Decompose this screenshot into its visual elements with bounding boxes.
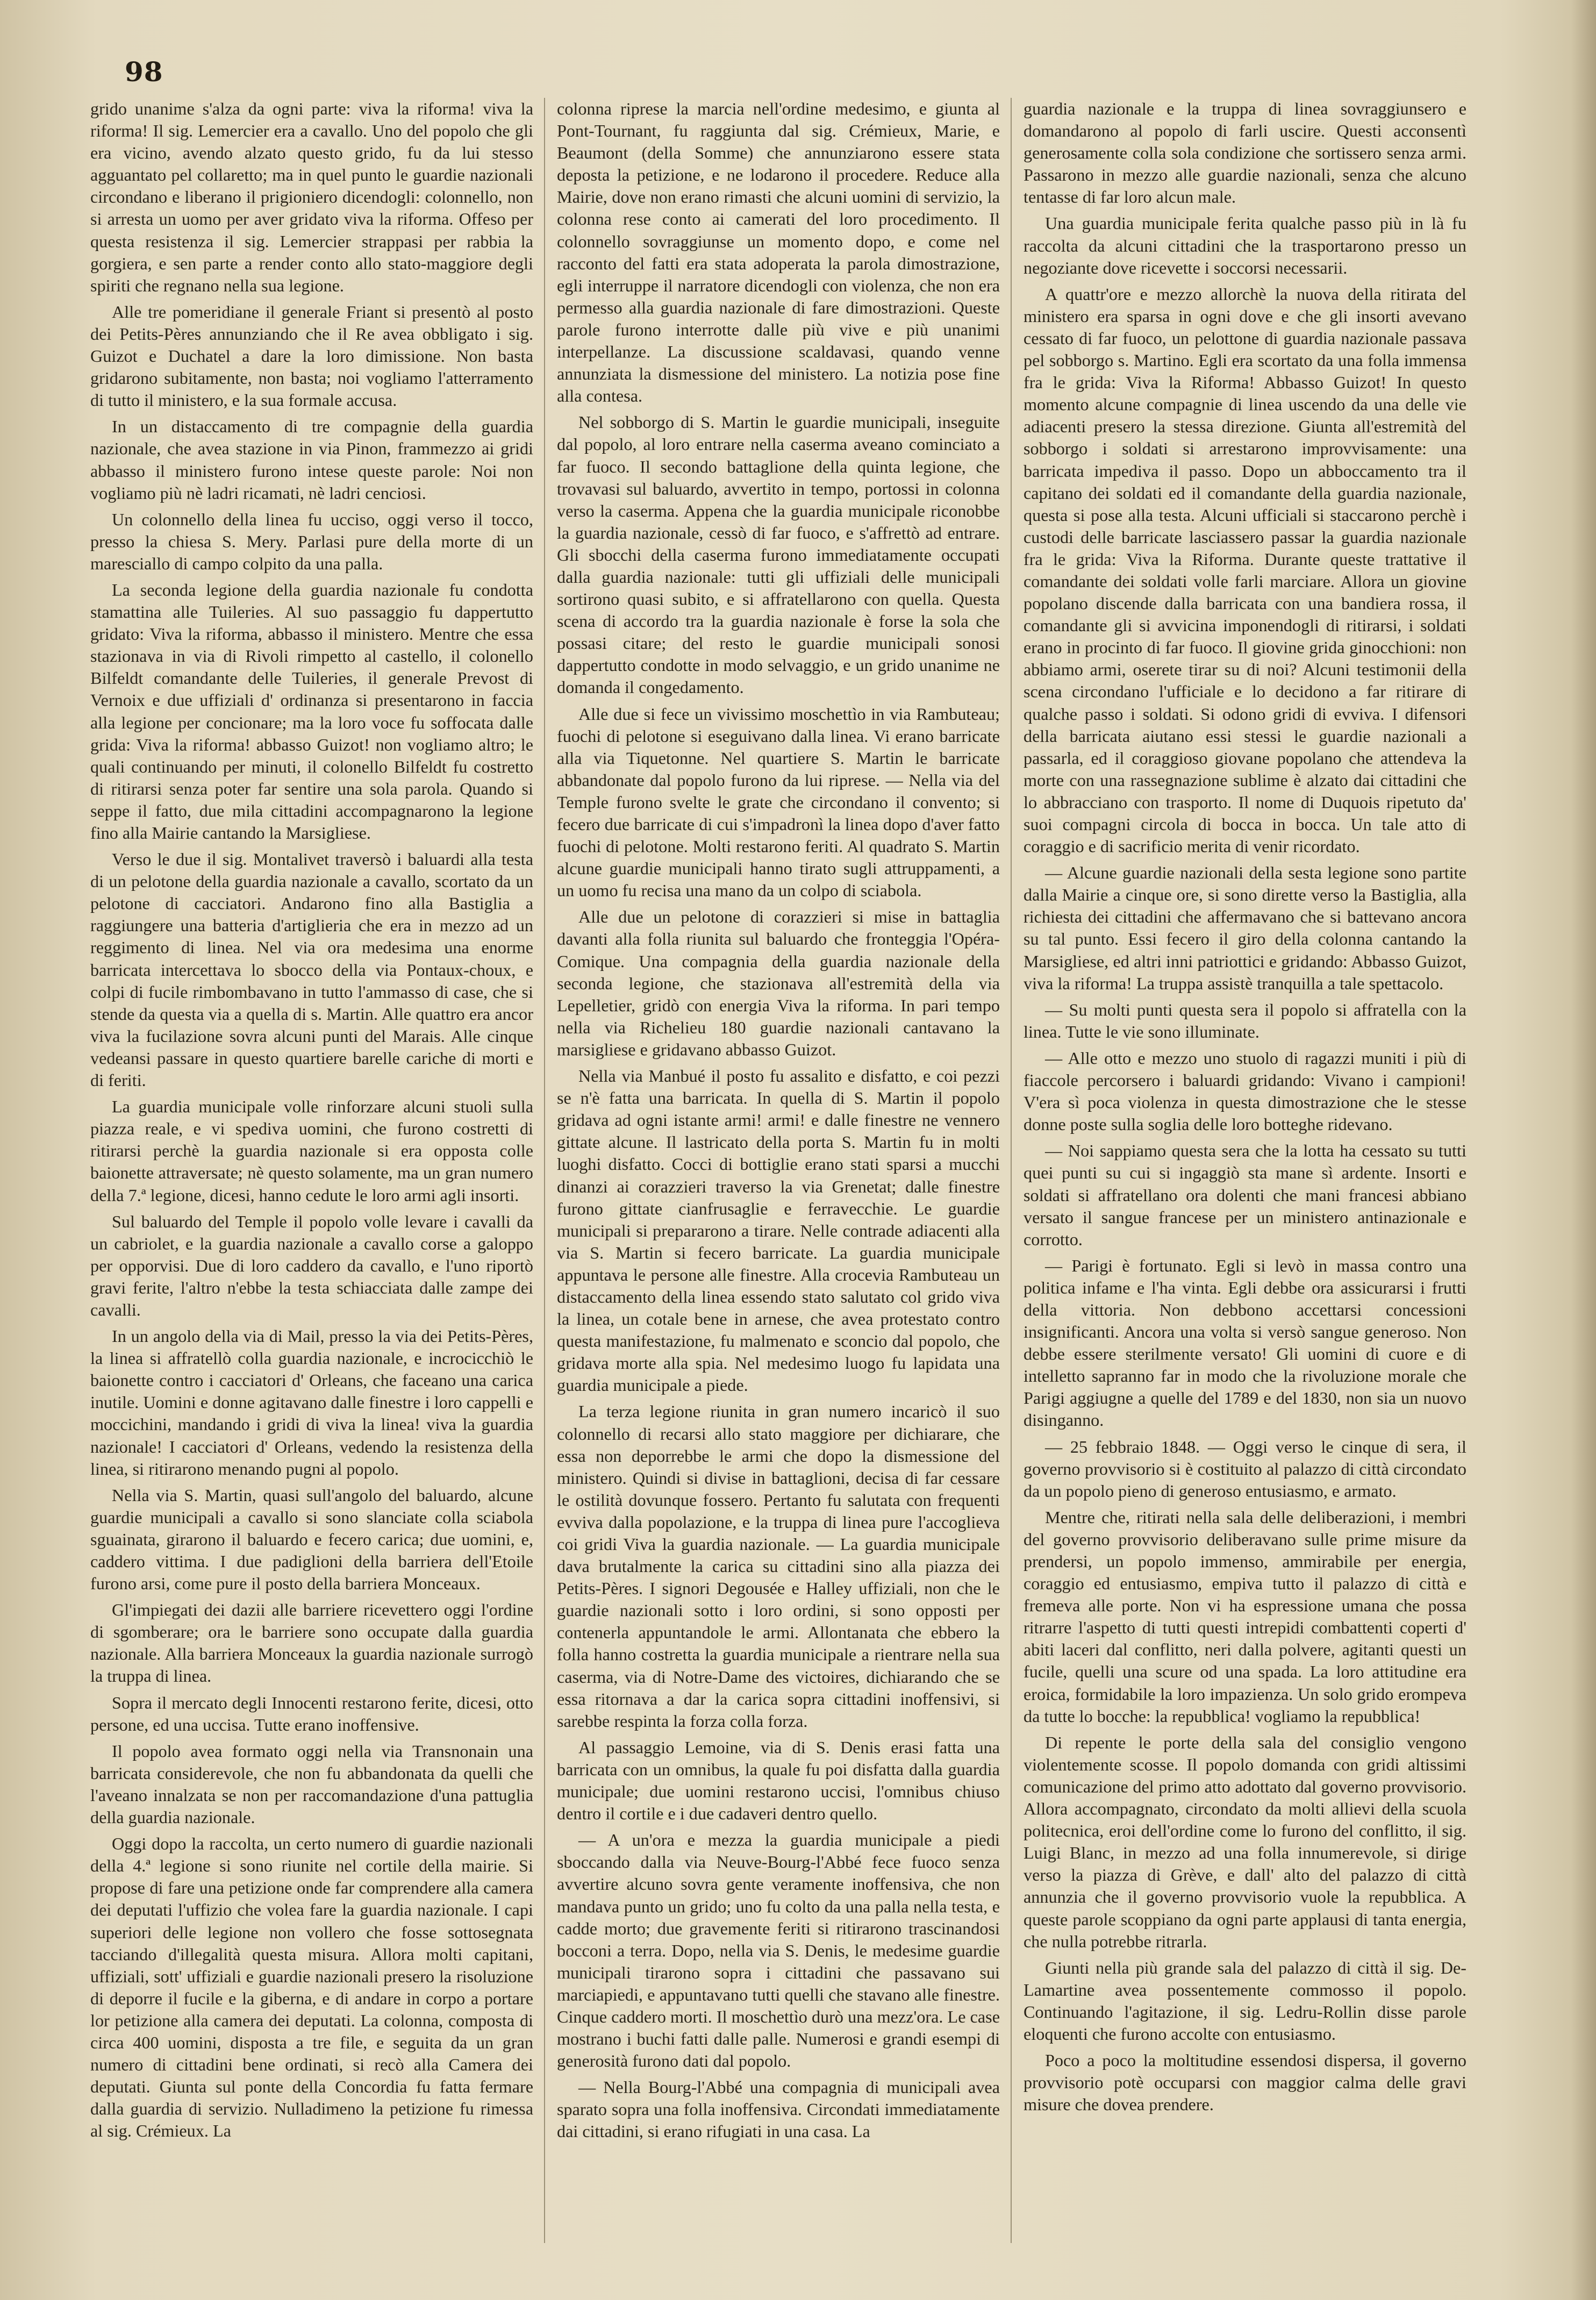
paragraph: Gl'impiegati dei dazii alle barriere ricevettero oggi l'ordine di sgomberare; ora le barriere sono occupate dalla guardia nazionale. Alla barriera Monceaux la guardia nazionale surrogò la truppa di linea. bbox=[90, 1600, 533, 1686]
paragraph: Nella via S. Martin, quasi sull'angolo del baluardo, alcune guardie municipali a cavallo si sono slanciate colla sciabola sguainata, girarono il baluardo e fecero carica; due uomini, e, caddero vittima. I due padiglioni della barriera dell'Etoile furono arsi, come pure il posto della barriera Monceaux. bbox=[90, 1485, 533, 1594]
paragraph: — Parigi è fortunato. Egli si levò in massa contro una politica infame e l'ha vinta. Egli debbe ora assicurarsi i frutti della vittoria. Non debbono accettarsi concessioni insignificanti. Ancora una volta si versò sangue generoso. Non debbe essere sterilmente versato! Gli uomini di cuore e di intelletto sapranno far in modo che la rivoluzione morale che Parigi aggiugne a quelle del 1789 e del 1830, non sia un nuovo disinganno. bbox=[1024, 1255, 1466, 1430]
paragraph: Alle tre pomeridiane il generale Friant si presentò al posto dei Petits-Pères annunziando che il Re avea obbligato i sig. Guizot e Duchatel a dare la loro dimissione. Non basta gridarono subitamente, non basta; noi vogliamo l'atterramento di tutto il ministero, e la sua formale accusa. bbox=[90, 302, 533, 410]
paragraph: Di repente le porte della sala del consiglio vengono violentemente scosse. Il popolo domanda con gridi altissimi comunicazione del primo atto adottato dal governo provvisorio. Allora accompagnato, circondato da molti allievi della scuola politecnica, eroi dell'ordine come lo furono del conflitto, il sig. Luigi Blanc, in mezzo ad una folla innumerevole, si dirige verso la piazza di Grève, e dall' alto del palazzo di città annunzia che il governo provvisorio vuole la repubblica. A queste parole scoppiano da ogni parte applausi di tanta energia, che nulla potrebbe ritrarla. bbox=[1024, 1732, 1466, 1951]
paragraph: — Nella Bourg-l'Abbé una compagnia di municipali avea sparato sopra una folla inoffensiva. Circondati immediatamente dai cittadini, si erano rifugiati in una casa. La bbox=[557, 2077, 1000, 2141]
paragraph: La seconda legione della guardia nazionale fu condotta stamattina alle Tuileries. Al suo passaggio fu dappertutto gridato: Viva la riforma, abbasso il ministero. Mentre che essa stazionava in via di Rivoli rimpetto al castello, il colonello Bilfeldt comandante delle Tuileries, il generale Prevost di Vernoix e due uffiziali d' ordinanza si presentarono in faccia alla legione per concionare; ma la loro voce fu soffocata dalle grida: Viva la riforma! abbasso Guizot! non vogliamo altro; le quali continuando per minuti, il colonello Bilfeldt fu costretto di ritirarsi senza poter far sentire una sola parola. Quando si seppe il fatto, due mila cittadini accompagnarono la legione fino alla Mairie cantando la Marsigliese. bbox=[90, 580, 533, 842]
paragraph: Poco a poco la moltitudine essendosi dispersa, il governo provvisorio potè occuparsi con maggior calma delle gravi misure che dovea prendere. bbox=[1024, 2051, 1466, 2115]
text-columns bbox=[90, 98, 1466, 2248]
paragraph: A quattr'ore e mezzo allorchè la nuova della ritirata del ministero era sparsa in ogni dove e che gli insorti avevano cessato di far fuoco, un pelottone di guardia nazionale passava pel sobborgo s. Martino. Egli era scortato da una folla immensa fra le grida: Viva la Riforma! Abbasso Guizot! In questo momento alcune compagnie di linea uscendo da una delle vie adiacenti presero la stessa direzione. Giunta all'estremità del sobborgo i soldati si arrestarono improvvisamente: una barricata impediva il passo. Dopo un abboccamento tra il capitano dei soldati ed il comandante della guardia nazionale, questa si pose alla testa. Alcuni ufficiali si staccarono perchè i custodi delle barricate lasciassero passar la guardia nazionale fra le grida: Viva la Riforma. Durante queste trattative il comandante dei soldati volle farli marciare. Allora un giovine popolano discende dalla barricata con una bandiera rossa, il comandante gli si avvicina imponendogli di ritirarsi, i soldati erano in procinto di far fuoco. Il giovine grida ginocchioni: non abbiamo armi, oserete tirar su di noi? Alcuni testimonii della scena circondano l'ufficiale e lo decidono a far ritirare di qualche passo i soldati. Si odono gridi di evviva. I difensori della barricata aiutano essi stessi le guardie nazionali a passarla, ed il coraggioso giovane popolano che attendeva la morte con una rassegnazione sublime è alzato dai cittadini che lo abbracciano con trasporto. Il nome di Duquois ripetuto da' suoi compagni circola di bocca in bocca. Un tale atto di coraggio e di sacrificio merita di venir ricordato. bbox=[1024, 284, 1466, 856]
paragraph: Al passaggio Lemoine, via di S. Denis erasi fatta una barricata con un omnibus, la quale fu poi disfatta dalla guardia municipale; due uomini restarono uccisi, l'omnibus chiuso dentro il cortile e i due cadaveri dentro quello. bbox=[557, 1737, 1000, 1824]
paragraph: guardia nazionale e la truppa di linea sovraggiunsero e domandarono al popolo di farli uscire. Questi acconsentì generosamente colla sola condizione che sortissero senza armi. Passarono in mezzo alle guardie nazionali, senza che alcuno tentasse di far loro alcun male. bbox=[1024, 99, 1466, 207]
paragraph: — Alcune guardie nazionali della sesta legione sono partite dalla Mairie a cinque ore, si sono dirette verso la Bastiglia, alla richiesta dei cittadini che affermavano che si battevano ancora su tal punto. Essi fecero il giro della colonna cantando la Marsigliese, ed altri inni patriottici e gridando: Abbasso Guizot, viva la riforma! La truppa assistè tranquilla a tale spettacolo. bbox=[1024, 863, 1466, 993]
paragraph: Sopra il mercato degli Innocenti restarono ferite, dicesi, otto persone, ed una uccisa. Tutte erano inoffensive. bbox=[90, 1692, 533, 1734]
paragraph: La terza legione riunita in gran numero incaricò il suo colonnello di recarsi allo stato maggiore per dichiarare, che essa non deporrebbe le armi che dopo la dismessione del ministero. Quindi si divise in battaglioni, decisa di far cessare le ostilità dovunque fossero. Pertanto fu salutata con frequenti evviva dalla popolazione, e la truppa di linea pure l'accoglieva coi gridi Viva la guardia nazionale. — La guardia municipale dava brutalmente la carica su cittadini sino alla piazza dei Petits-Pères. I signori Degousée e Halley uffiziali, non che le guardie nazionali sotto i loro ordini, si sono opposti per contenerla appuntandole le armi. Allontanata che ebbero la folla hanno costretta la guardia municipale a rientrare nella sua caserma, via di Notre-Dame des victoires, dichiarando che se essa ritornava a dar la carica sopra cittadini inoffensivi, si sarebbe respinta la forza colla forza. bbox=[557, 1402, 1000, 1731]
paragraph: — Noi sappiamo questa sera che la lotta ha cessato su tutti quei punti su cui si ingaggiò sta mane sì ardente. Insorti e soldati si affratellano ora dolenti che mani francesi abbiano versato il sangue francese per un ministero antinazionale e corrotto. bbox=[1024, 1141, 1466, 1249]
paragraph: Nel sobborgo di S. Martin le guardie municipali, inseguite dal popolo, al loro entrare nella caserma aveano cominciato a far fuoco. Il secondo battaglione della quinta legione, che trovavasi sul baluardo, avvertito in tempo, portossi in colonna verso la caserma. Appena che la guardia municipale riconobbe la guardia nazionale, cessò di far fuoco, e s'affrettò ad entrare. Gli sbocchi della caserma furono immediatamente occupati dalla guardia nazionale: tutti gli uffiziali delle municipali sortirono quasi subito, e si affratellarono con quella. Questa scena di accordo tra la guardia nazionale è forse la sola che possasi citare; del resto le guardie municipali sonosi dappertutto condotte in modo selvaggio, e un grido unanime ne domanda il congedamento. bbox=[557, 412, 1000, 697]
page-edge-shadow bbox=[1571, 0, 1596, 2300]
paragraph: Nella via Manbué il posto fu assalito e disfatto, e coi pezzi se n'è fatta una barricata. In quella di S. Martin il popolo gridava ad ogni istante armi! armi! e dalle finestre ne vennero gittate alcune. Il lastricato della porta S. Martin fu in molti luoghi disfatto. Cocci di bottiglie erano stati sparsi a mucchi dinanzi ai corazzieri traverso la via Grenetat; dalle finestre furono gittate cianfrusaglie e ferravecchie. Le guardie municipali si prepararono a tirare. Nelle contrade adiacenti alla via S. Martin si fecero barricate. La guardia municipale appuntava le persone alle finestre. Alla crocevia Rambuteau un distaccamento della linea essendo stato salutato col grido viva la linea, un cotale bene in arnese, che avea protestato contro questa manifestazione, fu malmenato e sconcio dal popolo, che gridava morte alla spia. Nel medesimo luogo fu lapidata una guardia municipale a piede. bbox=[557, 1066, 1000, 1395]
paragraph: — Alle otto e mezzo uno stuolo di ragazzi muniti i più di fiaccole percorsero i baluardi gridando: Vivano i campioni! V'era sì poca violenza in questa dimostrazione che le stesse donne poste sulla soglia delle loro botteghe ridevano. bbox=[1024, 1048, 1466, 1134]
paragraph: Mentre che, ritirati nella sala delle deliberazioni, i membri del governo provvisorio deliberavano sulle prime misure da prendersi, un popolo immenso, ammirabile per energia, coraggio ed entusiasmo, empiva tutto il palazzo di città e fremeva alle porte. Non vi ha espressione umana che possa ritrarre l'aspetto di tutti questi intrepidi combattenti coperti d' abiti laceri dal conflitto, neri dalla polvere, agitanti questi un fucile, quelli una scure od una spada. La loro attitudine era eroica, formidabile la loro impazienza. Un solo grido erompeva da tutte lo bocche: la repubblica! vogliamo la repubblica! bbox=[1024, 1507, 1466, 1726]
paragraph: — 25 febbraio 1848. — Oggi verso le cinque di sera, il governo provvisorio si è costituito al palazzo di città circondato da un popolo pieno di generoso entusiasmo, e armato. bbox=[1024, 1437, 1466, 1501]
paragraph: La guardia municipale volle rinforzare alcuni stuoli sulla piazza reale, e vi spediva uomini, che furono costretti di ritirarsi perchè la guardia nazionale si era opposta colle baionette attraversate; nè questo solamente, ma un gran numero della 7.ª legione, dicesi, hanno cedute le loro armi agli insorti. bbox=[90, 1097, 533, 1205]
column-3 bbox=[1024, 98, 1466, 2248]
paragraph: Alle due si fece un vivissimo moschettìo in via Rambuteau; fuochi di pelotone si eseguivano dalla linea. Vi erano barricate alla via Tiquetonne. Nel quartiere S. Martin le barricate abbandonate dal popolo furono da lui riprese. — Nella via del Temple furono svelte le grate che circondano il convento; si fecero due barricate di cui s'impadronì la linea dopo d'aver fatto fuochi di pelotone. Molti restarono feriti. Al quadrato S. Martin alcune guardie municipali hanno tirato sugli attruppamenti, a un uomo fu recisa una mano da un colpo di sciabola. bbox=[557, 704, 1000, 901]
column-1 bbox=[90, 98, 533, 2248]
paragraph: — Su molti punti questa sera il popolo si affratella con la linea. Tutte le vie sono illuminate. bbox=[1024, 999, 1466, 1041]
paragraph: In un distaccamento di tre compagnie della guardia nazionale, che avea stazione in via Pinon, frammezzo ai gridi abbasso il ministero furono intese queste parole: Noi non vogliamo più nè ladri ricamati, nè ladri cenciosi. bbox=[90, 417, 533, 503]
paragraph: In un angolo della via di Mail, presso la via dei Petits-Pères, la linea si affratellò colla guardia nazionale, e incrocicchiò le baionette contro i cacciatori d' Orleans, che faceano una carica inutile. Uomini e donne agitavano dalle finestre i loro cappelli e moccichini, mandando i gridi di viva la linea! viva la guardia nazionale! I cacciatori d' Orleans, vedendo la resistenza della linea, si ritirarono menando pugni al popolo. bbox=[90, 1326, 533, 1478]
paragraph: Verso le due il sig. Montalivet traversò i baluardi alla testa di un pelotone della guardia nazionale a cavallo, scortato da un pelotone di cacciatori. Andarono fino alla Bastiglia a raggiungere una batteria d'artiglieria che era in mezzo ad un reggimento di linea. Nel via ora medesima una enorme barricata intercettava lo sbocco della via Pontaux-choux, e colpi di fucile rimbombavano in tutto l'ammasso di case, che si stende da questa via a quella di s. Martin. Alle quattro era ancor viva la fucilazione sovra alcuni punti del Marais. Alle cinque vedeansi passare in questo quartiere barelle cariche di morti e di feriti. bbox=[90, 849, 533, 1090]
paragraph: Oggi dopo la raccolta, un certo numero di guardie nazionali della 4.ª legione si sono riunite nel cortile della mairie. Si propose di fare una petizione onde far comprendere alla camera dei deputati l'uffizio che volea fare la guardia nazionale. I capi superiori delle legione non vollero che fosse sottosegnata tacciando d'illegalità questa misura. Allora molti capitani, uffiziali, sott' uffiziali e guardie nazionali presero la risoluzione di deporre il fucile e la giberna, e di andare in corpo a portare lor petizione alla camera dei deputati. La colonna, composta di circa 400 uomini, disposta a tre file, e seguita da un gran numero di cittadini bene ordinati, si recò alla Camera dei deputati. Giunta sul ponte della Concordia fu fatta fermare dalla guardia di servizio. Nulladimeno la petizione fu rimessa al sig. Crémieux. La bbox=[90, 1834, 533, 2141]
paragraph: Una guardia municipale ferita qualche passo più in là fu raccolta da alcuni cittadini che la trasportarono presso un negoziante dove ricevette i soccorsi necessarii. bbox=[1024, 213, 1466, 277]
paragraph: Sul baluardo del Temple il popolo volle levare i cavalli da un cabriolet, e la guardia nazionale a cavallo corse a galoppo per opporvisi. Due di loro caddero da cavallo, e l'uno riportò gravi ferite, l'altro n'ebbe la testa schiacciata dalle zampe dei cavalli. bbox=[90, 1211, 533, 1319]
paragraph: Giunti nella più grande sala del palazzo di città il sig. De-Lamartine avea possentemente commosso il popolo. Continuando l'agitazione, il sig. Ledru-Rollin disse parole eloquenti che furono accolte con entusiasmo. bbox=[1024, 1958, 1466, 2044]
page-number: 98 bbox=[125, 56, 163, 88]
paragraph: Alle due un pelotone di corazzieri si mise in battaglia davanti alla folla riunita sul baluardo che fronteggia l'Opéra-Comique. Una compagnia della guardia nazionale della seconda legione, che stazionava all'estremità della via Lepelletier, gridò con energia Viva la riforma. In pari tempo nella via Richelieu 180 guardie nazionali cantavano la marsigliese e gridavano abbasso Guizot. bbox=[557, 907, 1000, 1059]
paragraph: colonna riprese la marcia nell'ordine medesimo, e giunta al Pont-Tournant, fu raggiunta dal sig. Crémieux, Marie, e Beaumont (della Somme) che annunziarono essere stata deposta la petizione, e ne lodarono il procedere. Reduce alla Mairie, dove non erano rimasti che alcuni uomini di servizio, la colonna rese conto ai camerati del loro procedimento. Il colonnello sovraggiunse un momento dopo, e come nel racconto del fatti era stata adoperata la parola dimostrazione, egli interruppe il narratore dicendogli con violenza, che non era permesso alla guardia nazionale di fare dimostrazioni. Queste parole furono interrotte dalle più vive e più unanimi interpellanze. La discussione scaldavasi, quando venne annunziata la dismessione del ministero. La notizia pose fine alla contesa. bbox=[557, 99, 1000, 406]
paragraph: Un colonnello della linea fu ucciso, oggi verso il tocco, presso la chiesa S. Mery. Parlasi pure della morte di un maresciallo di campo colpito da una palla. bbox=[90, 509, 533, 573]
paragraph: Il popolo avea formato oggi nella via Transnonain una barricata considerevole, che non fu abbandonata da quelli che l'aveano innalzata se non per raccomandazione d'una pattuglia della guardia nazionale. bbox=[90, 1741, 533, 1827]
column-2 bbox=[557, 98, 1000, 2248]
paragraph: grido unanime s'alza da ogni parte: viva la riforma! viva la riforma! Il sig. Lemercier era a cavallo. Uno del popolo che gli era vicino, avendo alzato questo grido, fu da lui stesso agguantato pel collaretto; ma in quel punto le guardie nazionali circondano e liberano il prigioniero dicendogli: colonnello, non si arresta un uomo per aver gridato viva la riforma. Offeso per questa resistenza il sig. Lemercier strappasi per rabbia la gorgiera, e sen parte a render conto allo stato-maggiore degli spiriti che regnano nella sua legione. bbox=[90, 99, 533, 295]
paragraph: — A un'ora e mezza la guardia municipale a piedi sboccando dalla via Neuve-Bourg-l'Abbé fece fuoco senza avvertire alcuno sovra gente veramente inoffensiva, che non mandava punto un grido; uno fu colto da una palla nella testa, e cadde morto; due gravemente feriti si ritirarono trascinandosi bocconi a terra. Dopo, nella via S. Denis, le medesime guardie municipali tirarono sopra i cittadini che passavano sui marciapiedi, e appuntavano tutti quelli che stavano alle finestre. Cinque caddero morti. Il moschettìo durò una mezz'ora. Le case mostrano i buchi fatti dalle palle. Numerosi e grandi esempi di generosità furono dati dal popolo. bbox=[557, 1830, 1000, 2071]
